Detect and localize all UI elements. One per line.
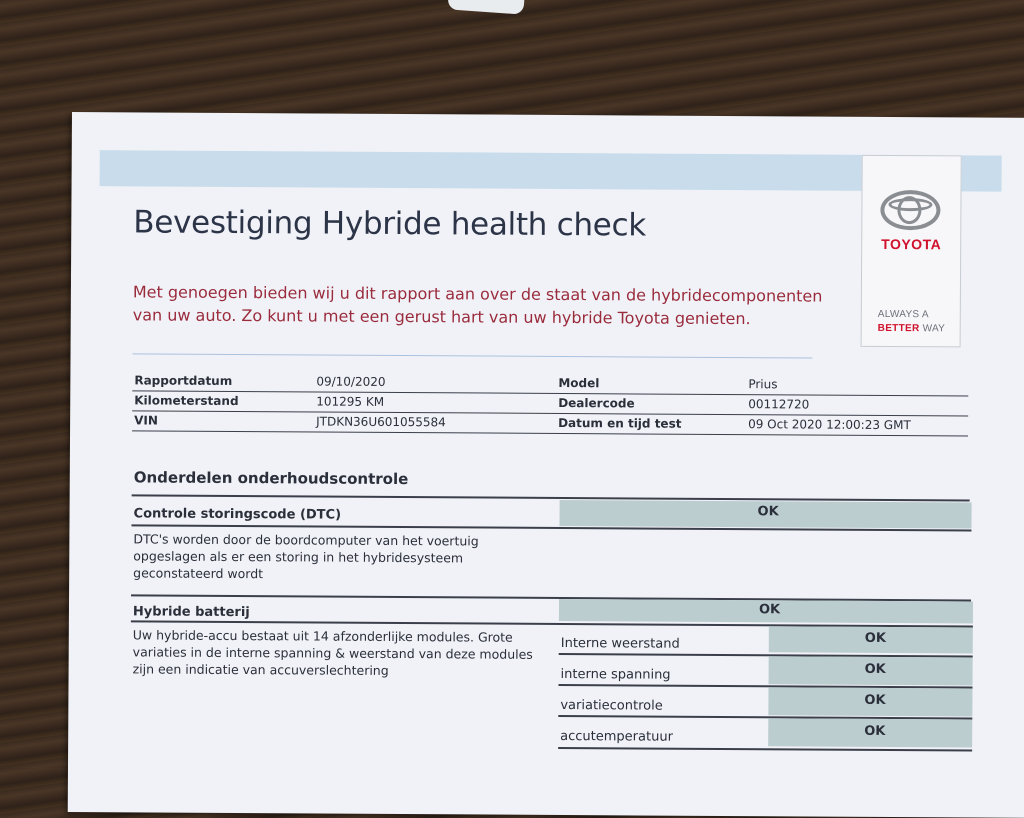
check-label-4: accutemperatuur xyxy=(560,728,673,745)
dealercode-label: Dealercode xyxy=(558,395,635,411)
battery-description-2: variaties in de interne spanning & weerstand van deze modules xyxy=(132,644,533,662)
section-title: Onderdelen onderhoudscontrole xyxy=(133,468,409,489)
header-band-right xyxy=(962,155,1002,191)
battery-description-1: Uw hybride-accu bestaat uit 14 afzonderlijke modules. Grote xyxy=(132,627,513,645)
intro-text: Met genoegen bieden wij u dit rapport aan over de staat van de hybridecomponenten van uw auto. Zo kunt u met een gerust hart van uw hybride Toyota genieten. xyxy=(132,282,823,329)
dtc-description-1: DTC's worden door de boordcomputer van het voertuig xyxy=(133,531,479,549)
vin-label: VIN xyxy=(134,413,158,428)
toyota-logo-box xyxy=(861,155,962,348)
dtc-title: Controle storingscode (DTC) xyxy=(133,506,342,523)
check-status-2: OK xyxy=(864,661,886,677)
report-sheet xyxy=(68,112,1024,818)
check-label-3: variatiecontrole xyxy=(560,697,663,714)
rapportdatum-value: 09/10/2020 xyxy=(316,374,386,389)
dtc-status: OK xyxy=(757,504,779,520)
toyota-emblem-icon xyxy=(880,190,940,230)
divider xyxy=(133,353,813,358)
model-label: Model xyxy=(558,375,600,391)
model-value: Prius xyxy=(748,377,778,392)
dtc-description-2: opgeslagen als er een storing in het hybridesysteem xyxy=(133,548,464,566)
dtc-description-3: geconstateerd wordt xyxy=(133,565,264,582)
brand-name: TOYOTA xyxy=(881,235,942,253)
battery-status: OK xyxy=(758,602,781,618)
check-label-1: Interne weerstand xyxy=(560,635,680,652)
check-rule-4 xyxy=(558,747,972,751)
datum-label: Datum en tijd test xyxy=(558,415,682,431)
header-band xyxy=(100,150,890,191)
vin-value: JTDKN36U601055584 xyxy=(316,414,446,430)
battery-title: Hybride batterij xyxy=(132,604,250,621)
brand-tagline-bottom xyxy=(878,323,946,334)
rapportdatum-label: Rapportdatum xyxy=(134,373,233,388)
page-title: Bevestiging Hybride health check xyxy=(133,204,647,244)
brand-tagline-end: WAY xyxy=(922,323,946,335)
brand-tagline-top: ALWAYS A xyxy=(877,308,929,321)
kilometerstand-label: Kilometerstand xyxy=(134,393,239,409)
datum-value: 09 Oct 2020 12:00:23 GMT xyxy=(748,417,911,433)
brand-tagline-bold: BETTER xyxy=(877,322,920,335)
kilometerstand-value: 101295 KM xyxy=(316,394,385,409)
paper-corner xyxy=(447,0,524,15)
check-status-3: OK xyxy=(864,692,886,708)
check-status-1: OK xyxy=(864,630,886,646)
dealercode-value: 00112720 xyxy=(748,397,810,412)
section-rule xyxy=(132,494,970,501)
info-row-vin xyxy=(132,410,968,436)
battery-description-3: zijn een indicatie van accuverslechtering xyxy=(132,661,389,678)
check-status-4: OK xyxy=(864,723,886,739)
check-label-2: interne spanning xyxy=(560,666,671,683)
